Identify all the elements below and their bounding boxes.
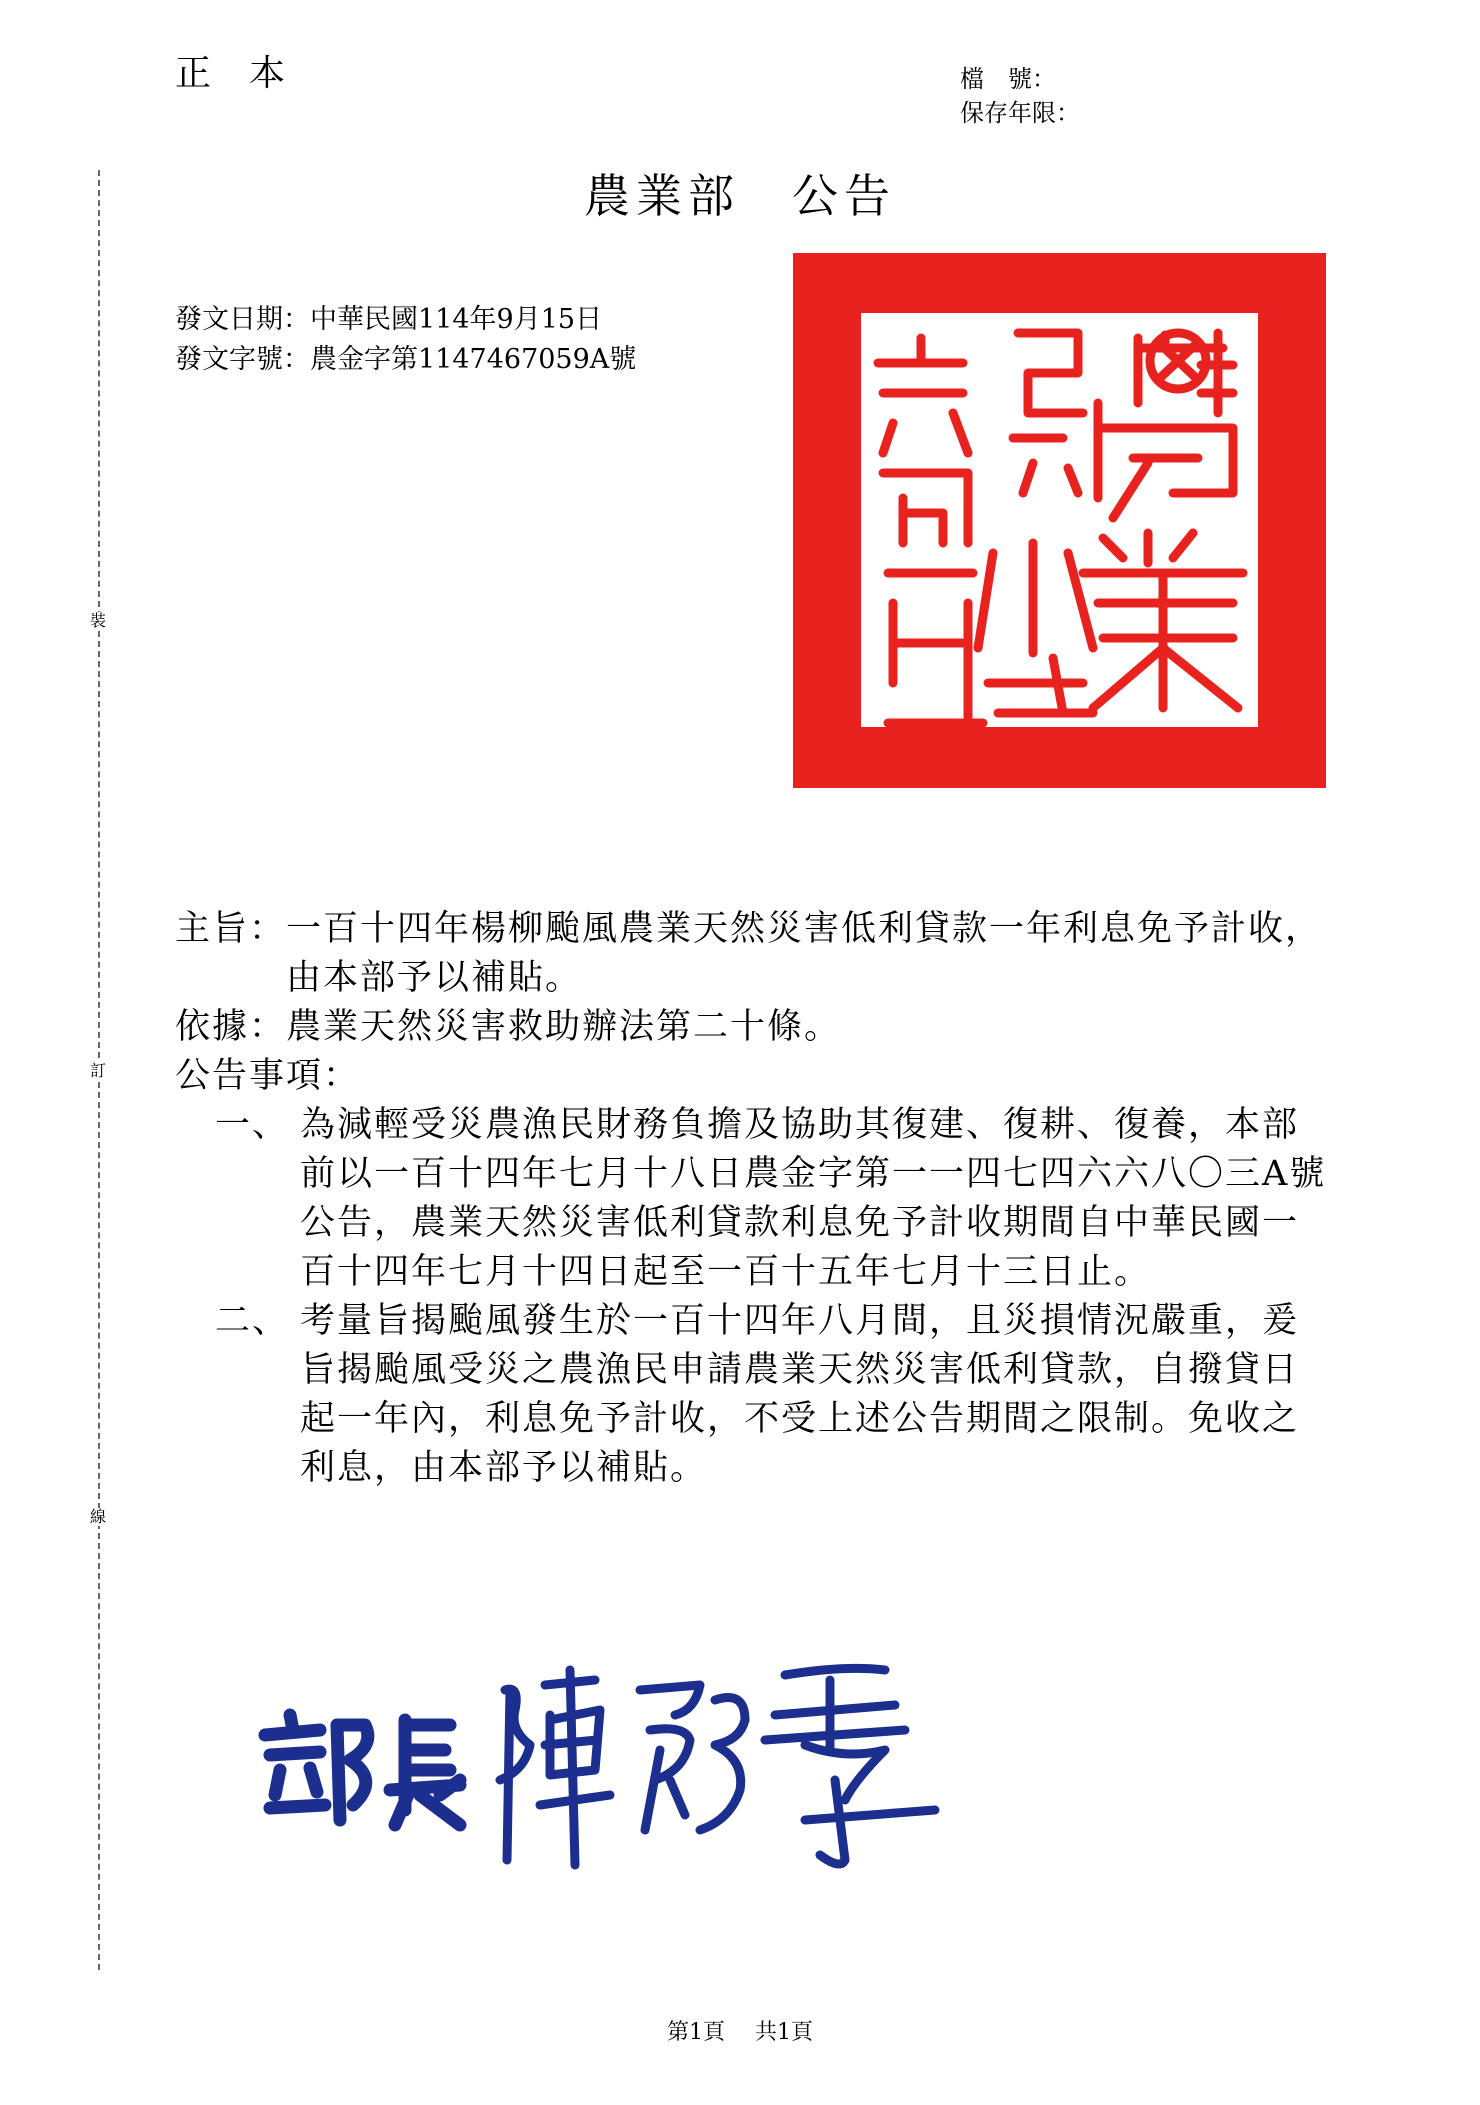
- issue-number-value: 農金字第1147467059A號: [310, 344, 637, 375]
- basis-text: 農業天然災害救助辦法第二十條。: [286, 1007, 842, 1047]
- item-number: 一、: [215, 1105, 290, 1145]
- page-title: [0, 160, 1480, 226]
- issue-number-label: 發文字號：: [175, 344, 310, 375]
- signature-name-strokes: [500, 1668, 935, 1865]
- basis-paragraph: [175, 1003, 1335, 1052]
- subject-text: 一百十四年楊柳颱風農業天然災害低利貸款一年利息免予計收，由本部予以補貼。: [286, 909, 1323, 998]
- page-footer: [0, 2015, 1480, 2046]
- signature-title-glyph-1: [265, 1715, 368, 1820]
- issue-date-label: 發文日期：: [175, 304, 310, 335]
- minister-signature: [245, 1630, 1025, 1870]
- page-total: 共1頁: [755, 2020, 813, 2045]
- announcement-body: [175, 905, 1335, 1493]
- binding-char-xian: 線: [90, 1507, 107, 1526]
- item-text: 考量旨揭颱風發生於一百十四年八月間，且災損情況嚴重，爰旨揭颱風受災之農漁民申請農業天然災害低利貸款，自撥貸日起一年內，利息免予計收，不受上述公告期間之限制。免收之利息，由本部予以補貼。: [300, 1301, 1300, 1488]
- issue-number-row: [175, 340, 636, 380]
- subject-label: 主旨：: [175, 909, 287, 949]
- official-seal: [793, 253, 1326, 788]
- item-number: 二、: [215, 1301, 290, 1341]
- retention-row: [960, 96, 1080, 130]
- issue-info: [175, 300, 636, 380]
- retention-label: 保存年限：: [960, 99, 1080, 127]
- file-meta: [960, 62, 1080, 130]
- signature-title-glyph-2: [390, 1720, 460, 1825]
- list-item: [175, 1101, 1335, 1297]
- doc-type: 公告: [792, 169, 896, 223]
- list-item: [175, 1297, 1335, 1493]
- copy-mark: 正本: [175, 53, 324, 94]
- items-heading: [175, 1052, 1335, 1101]
- binding-char-ding: 訂: [90, 1061, 107, 1080]
- item-text: 為減輕受災農漁民財務負擔及協助其復建、復耕、復養，本部前以一百十四年七月十八日農金字第一一四七四六六八〇三A號公告，農業天然災害低利貸款利息免予計收期間自中華民國一百十四年七月十四日起至一百十五年七月十三日止。: [300, 1105, 1327, 1292]
- issue-date-value: 中華民國114年9月15日: [310, 304, 603, 335]
- file-number-label: 檔 號：: [960, 65, 1056, 93]
- file-number-row: [960, 62, 1080, 96]
- page-number: 第1頁: [667, 2020, 725, 2045]
- issue-date-row: [175, 300, 636, 340]
- items-label: 公告事項：: [175, 1056, 361, 1096]
- agency-name: 農業部: [584, 169, 740, 223]
- basis-label: 依據：: [175, 1007, 287, 1047]
- subject-paragraph: [175, 905, 1335, 1003]
- binding-char-zhuang: 裝: [90, 611, 107, 630]
